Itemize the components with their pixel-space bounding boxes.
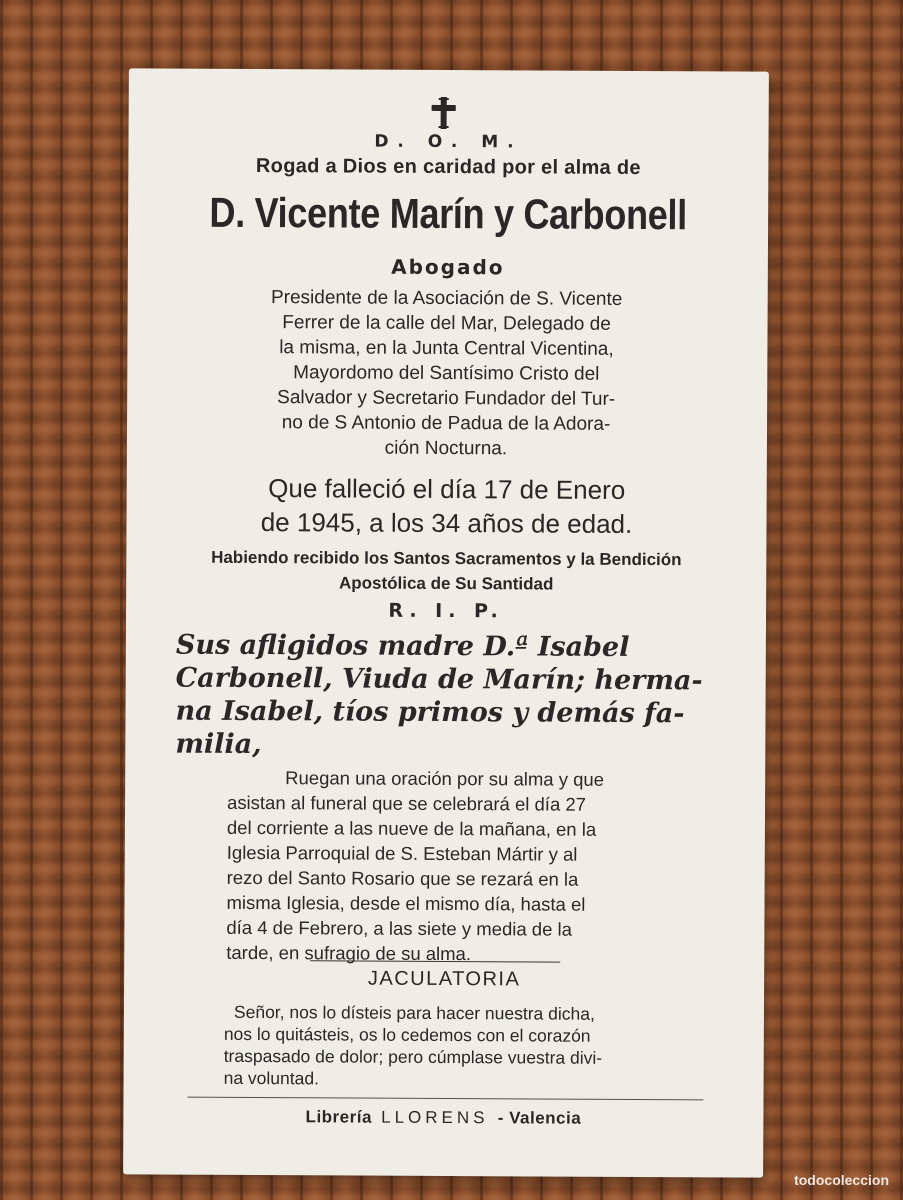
family-line: na Isabel, tíos primos y demás fa- bbox=[175, 695, 685, 730]
sacraments-line: Apostólica de Su Santidad bbox=[338, 573, 554, 594]
rip-heading: R. I. P. bbox=[388, 599, 504, 623]
death-line: Que falleció el día 17 de Enero bbox=[268, 473, 626, 505]
family-line: milia, bbox=[175, 728, 262, 761]
prayer-line: Señor, nos lo dísteis para hacer nuestra dicha, bbox=[233, 1001, 595, 1024]
prayer-line: traspasado de dolor; pero cúmplase vuestra divi- bbox=[223, 1045, 603, 1068]
watermark: todocoleccion bbox=[794, 1172, 889, 1188]
dom-heading: D. O. M. bbox=[374, 131, 523, 153]
sacraments-line: Habiendo recibido los Santos Sacramentos y la Bendición bbox=[211, 547, 682, 570]
titles-line: Presidente de la Asociación de S. Vicente bbox=[270, 287, 623, 310]
request-line: tarde, en sufragio de su alma. bbox=[226, 941, 472, 965]
divider-long bbox=[188, 1097, 704, 1101]
deceased-name: D. Vicente Marín y Carbonell bbox=[209, 188, 687, 239]
prayer-line: na voluntad. bbox=[223, 1067, 320, 1089]
cross-icon bbox=[429, 96, 459, 130]
titles-paragraph bbox=[221, 285, 672, 462]
family-paragraph bbox=[175, 629, 722, 764]
family-line: Carbonell, Viuda de Marín; herma- bbox=[175, 662, 703, 697]
request-line: Iglesia Parroquial de S. Esteban Mártir y al bbox=[226, 841, 578, 865]
titles-line: no de S Antonio de Padua de la Adora- bbox=[281, 412, 611, 435]
titles-line: Ferrer de la calle del Mar, Delegado de bbox=[282, 312, 611, 335]
titles-line: ción Nocturna. bbox=[384, 437, 508, 460]
printer-name: LLORENS bbox=[381, 1107, 489, 1128]
printer-label: Librería bbox=[305, 1107, 372, 1127]
request-line: rezo del Santo Rosario que se rezará en la bbox=[226, 866, 579, 890]
printer-city: - Valencia bbox=[497, 1108, 582, 1128]
titles-line: Mayordomo del Santísimo Cristo del bbox=[293, 362, 600, 385]
death-notice bbox=[222, 471, 670, 541]
request-line: día 4 de Febrero, a las siete y media de la bbox=[226, 916, 572, 940]
funeral-card bbox=[123, 68, 769, 1177]
request-line: Ruegan una oración por su alma y que bbox=[285, 767, 605, 790]
profession: Abogado bbox=[391, 254, 505, 280]
request-line: misma Iglesia, desde el mismo día, hasta el bbox=[226, 891, 586, 915]
request-paragraph bbox=[226, 765, 711, 968]
titles-line: Salvador y Secretario Fundador del Tur- bbox=[277, 387, 616, 410]
prayer-line: nos lo quitásteis, os lo cedemos con el corazón bbox=[223, 1023, 591, 1046]
death-line: de 1945, a los 34 años de edad. bbox=[260, 507, 633, 539]
invocation-line: Rogad a Dios en caridad por el alma de bbox=[255, 154, 641, 180]
prayer-paragraph bbox=[224, 1001, 710, 1092]
titles-line: la misma, en la Junta Central Vicentina, bbox=[279, 337, 614, 360]
sacraments-note bbox=[126, 544, 766, 597]
request-line: asistan al funeral que se celebrará el día 27 bbox=[227, 791, 587, 815]
request-line: del corriente a las nueve de la mañana, en la bbox=[226, 816, 597, 840]
jaculatoria-title: JACULATORIA bbox=[367, 967, 521, 991]
family-line: Sus afligidos madre D.ª Isabel bbox=[175, 629, 630, 663]
printer-credit bbox=[123, 1106, 763, 1129]
